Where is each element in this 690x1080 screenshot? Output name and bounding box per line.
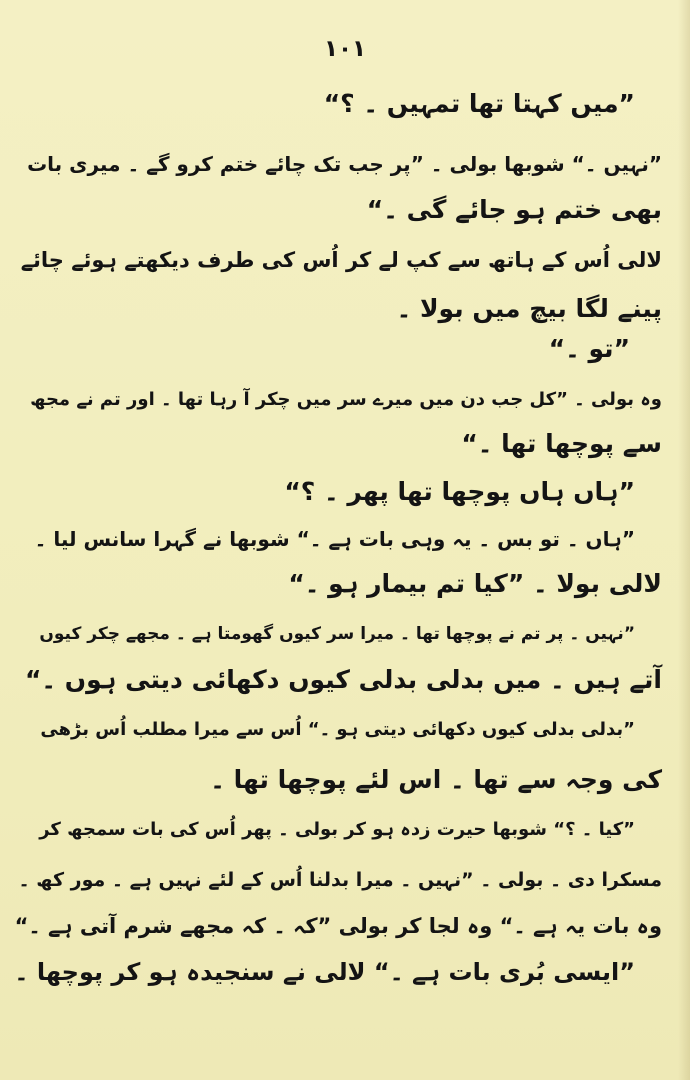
text-line: ”ہاں ۔ تو بس ۔ یہ وہی بات ہے ۔“ شوبھا نے گہرا سانس لیا ۔: [34, 527, 635, 551]
text-line: ”تو ۔“: [548, 334, 630, 363]
text-line: ”کیا ۔ ؟“ شوبھا حیرت زدہ ہو کر بولی ۔ پھر اُس کی بات سمجھ کر: [39, 819, 635, 840]
text-line: لالی اُس کے ہاتھ سے کپ لے کر اُس کی طرف دیکھتے ہوئے چائے: [20, 248, 662, 272]
text-line: وہ بولی ۔ ”کل جب دن میں میرے سر میں چکر آ رہا تھا ۔ اور تم نے مجھ: [30, 389, 662, 410]
text-line: لالی بولا ۔ ”کیا تم بیمار ہو ۔“: [288, 569, 662, 598]
text-line: پینے لگا بیچ میں بولا ۔: [396, 294, 662, 323]
text-line: ”ایسی بُری بات ہے ۔“ لالی نے سنجیدہ ہو کر پوچھا ۔: [14, 958, 635, 986]
text-line: آتے ہیں ۔ میں بدلی بدلی کیوں دکھائی دیتی ہوں ۔“: [25, 665, 662, 694]
text-line: بھی ختم ہو جائے گی ۔“: [366, 195, 662, 224]
text-line: کی وجہ سے تھا ۔ اس لئے پوچھا تھا ۔: [210, 765, 662, 794]
page-number: ۱۰۱: [323, 36, 367, 62]
text-line: سے پوچھا تھا ۔“: [461, 429, 662, 458]
text-line: ”میں کہتا تھا تمہیں ۔ ؟“: [323, 89, 635, 118]
text-line: ”ہاں ہاں پوچھا تھا پھر ۔ ؟“: [284, 477, 635, 506]
text-line: ”بدلی بدلی کیوں دکھائی دیتی ہو ۔“ اُس سے میرا مطلب اُس بڑھی: [40, 719, 635, 740]
text-line: وہ بات یہ ہے ۔“ وہ لجا کر بولی ”کہ ۔ کہ مجھے شرم آتی ہے ۔“: [14, 914, 662, 938]
text-line: ”نہیں ۔ پر تم نے پوچھا تھا ۔ میرا سر کیوں گھومتا ہے ۔ مجھے چکر کیوں: [39, 624, 635, 644]
text-line: مسکرا دی ۔ بولی ۔ ”نہیں ۔ میرا بدلنا اُس کے لئے نہیں ہے ۔ مور کھ ۔: [18, 869, 662, 891]
text-line: ”نہیں ۔“ شوبھا بولی ۔ ”پر جب تک چائے ختم کرو گے ۔ میری بات: [27, 152, 662, 176]
